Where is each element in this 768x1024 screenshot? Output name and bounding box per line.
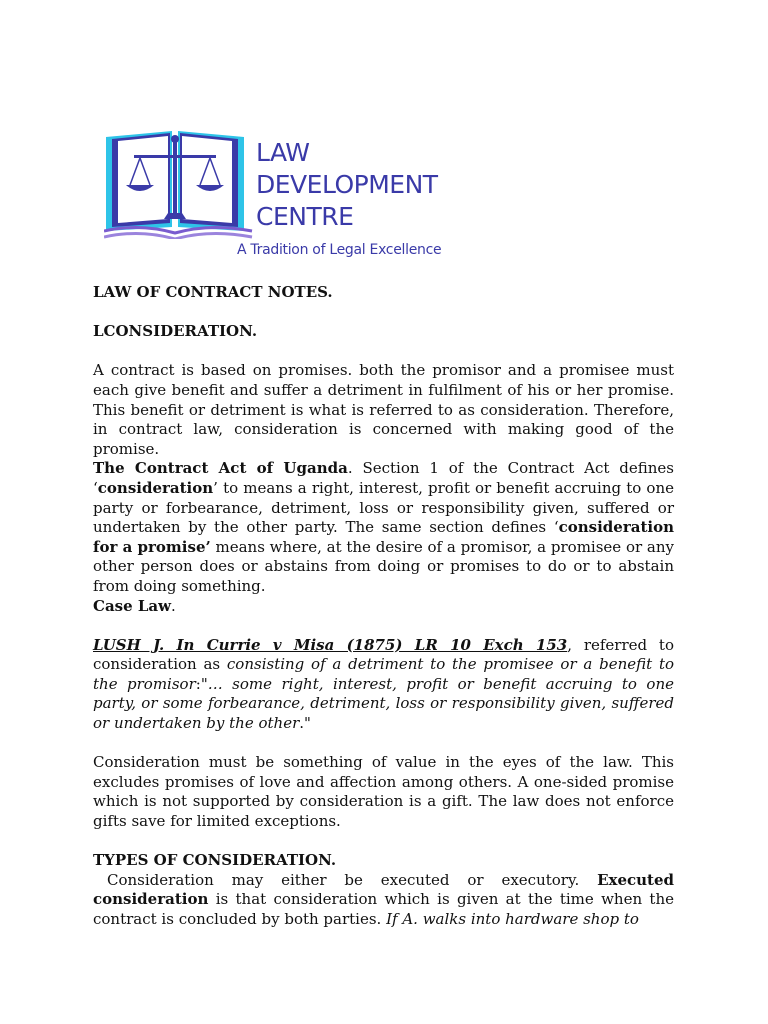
types-heading: TYPES OF CONSIDERATION. bbox=[93, 851, 337, 870]
logo-text-law: LAW bbox=[256, 138, 310, 167]
logo-tagline: A Tradition of Legal Excellence bbox=[237, 242, 442, 258]
act-title: The Contract Act of Uganda bbox=[93, 459, 348, 478]
types-paragraph: Consideration may either be executed or executory. Executed consideration is that consideration which is given at the time when the contract is concluded by both parties. If A. walks into hardware shop to bbox=[93, 870, 674, 928]
term-consideration: consideration bbox=[97, 478, 214, 497]
case-law-label: Case Law. bbox=[93, 596, 176, 615]
term-consideration-for-promise: consideration for a promise’ bbox=[93, 518, 674, 556]
law-development-centre-logo bbox=[104, 127, 449, 263]
document-body bbox=[93, 283, 674, 930]
scales-of-justice-book-icon bbox=[104, 127, 254, 239]
term-executed-consideration: Executed consideration bbox=[93, 870, 674, 909]
section-title: LCONSIDERATION. bbox=[93, 322, 258, 341]
case-reference: LUSH J. In Currie v Misa (1875) LR 10 Exch 153 bbox=[93, 635, 568, 654]
logo-text-centre: CENTRE bbox=[256, 202, 354, 231]
contract-act-paragraph: The Contract Act of Uganda. Section 1 of the Contract Act defines ‘consideration’ to means a right, interest, profit or benefit accruing to one party or forbearance, detriment, loss or responsibility given, suffered or undertaken by the other party. The same section defines ‘consideration for a promise’ means where, at the desire of a promisor, a promisee or any other person does or abstains from doing or promises to do or to abstain from doing something. bbox=[93, 459, 675, 595]
lush-case-paragraph: LUSH J. In Currie v Misa (1875) LR 10 Exch 153, referred to consideration as consisting of a detriment to the promisee or a benefit to the promisor:"… some right, interest, profit or benefit accruing to one party, or some forbearance, detriment, loss or responsibility given, suffered or undertaken by the other." bbox=[93, 635, 675, 733]
logo-text-development: DEVELOPMENT bbox=[256, 170, 438, 199]
value-paragraph: Consideration must be something of value in the eyes of the law. This excludes promises of love and affection among others. A one-sided promise which is not supported by consideration is a gift. The law does not enforce gifts save for limited exceptions. bbox=[93, 753, 674, 831]
document-heading: LAW OF CONTRACT NOTES. bbox=[93, 283, 333, 301]
intro-paragraph: A contract is based on promises. both the promisor and a promisee must each give benefit and suffer a detriment in fulfilment of his or her promise. This benefit or detriment is what is referred to as consideration. Therefore, in contract law, consideration is concerned with making good of the promise. bbox=[93, 361, 674, 458]
